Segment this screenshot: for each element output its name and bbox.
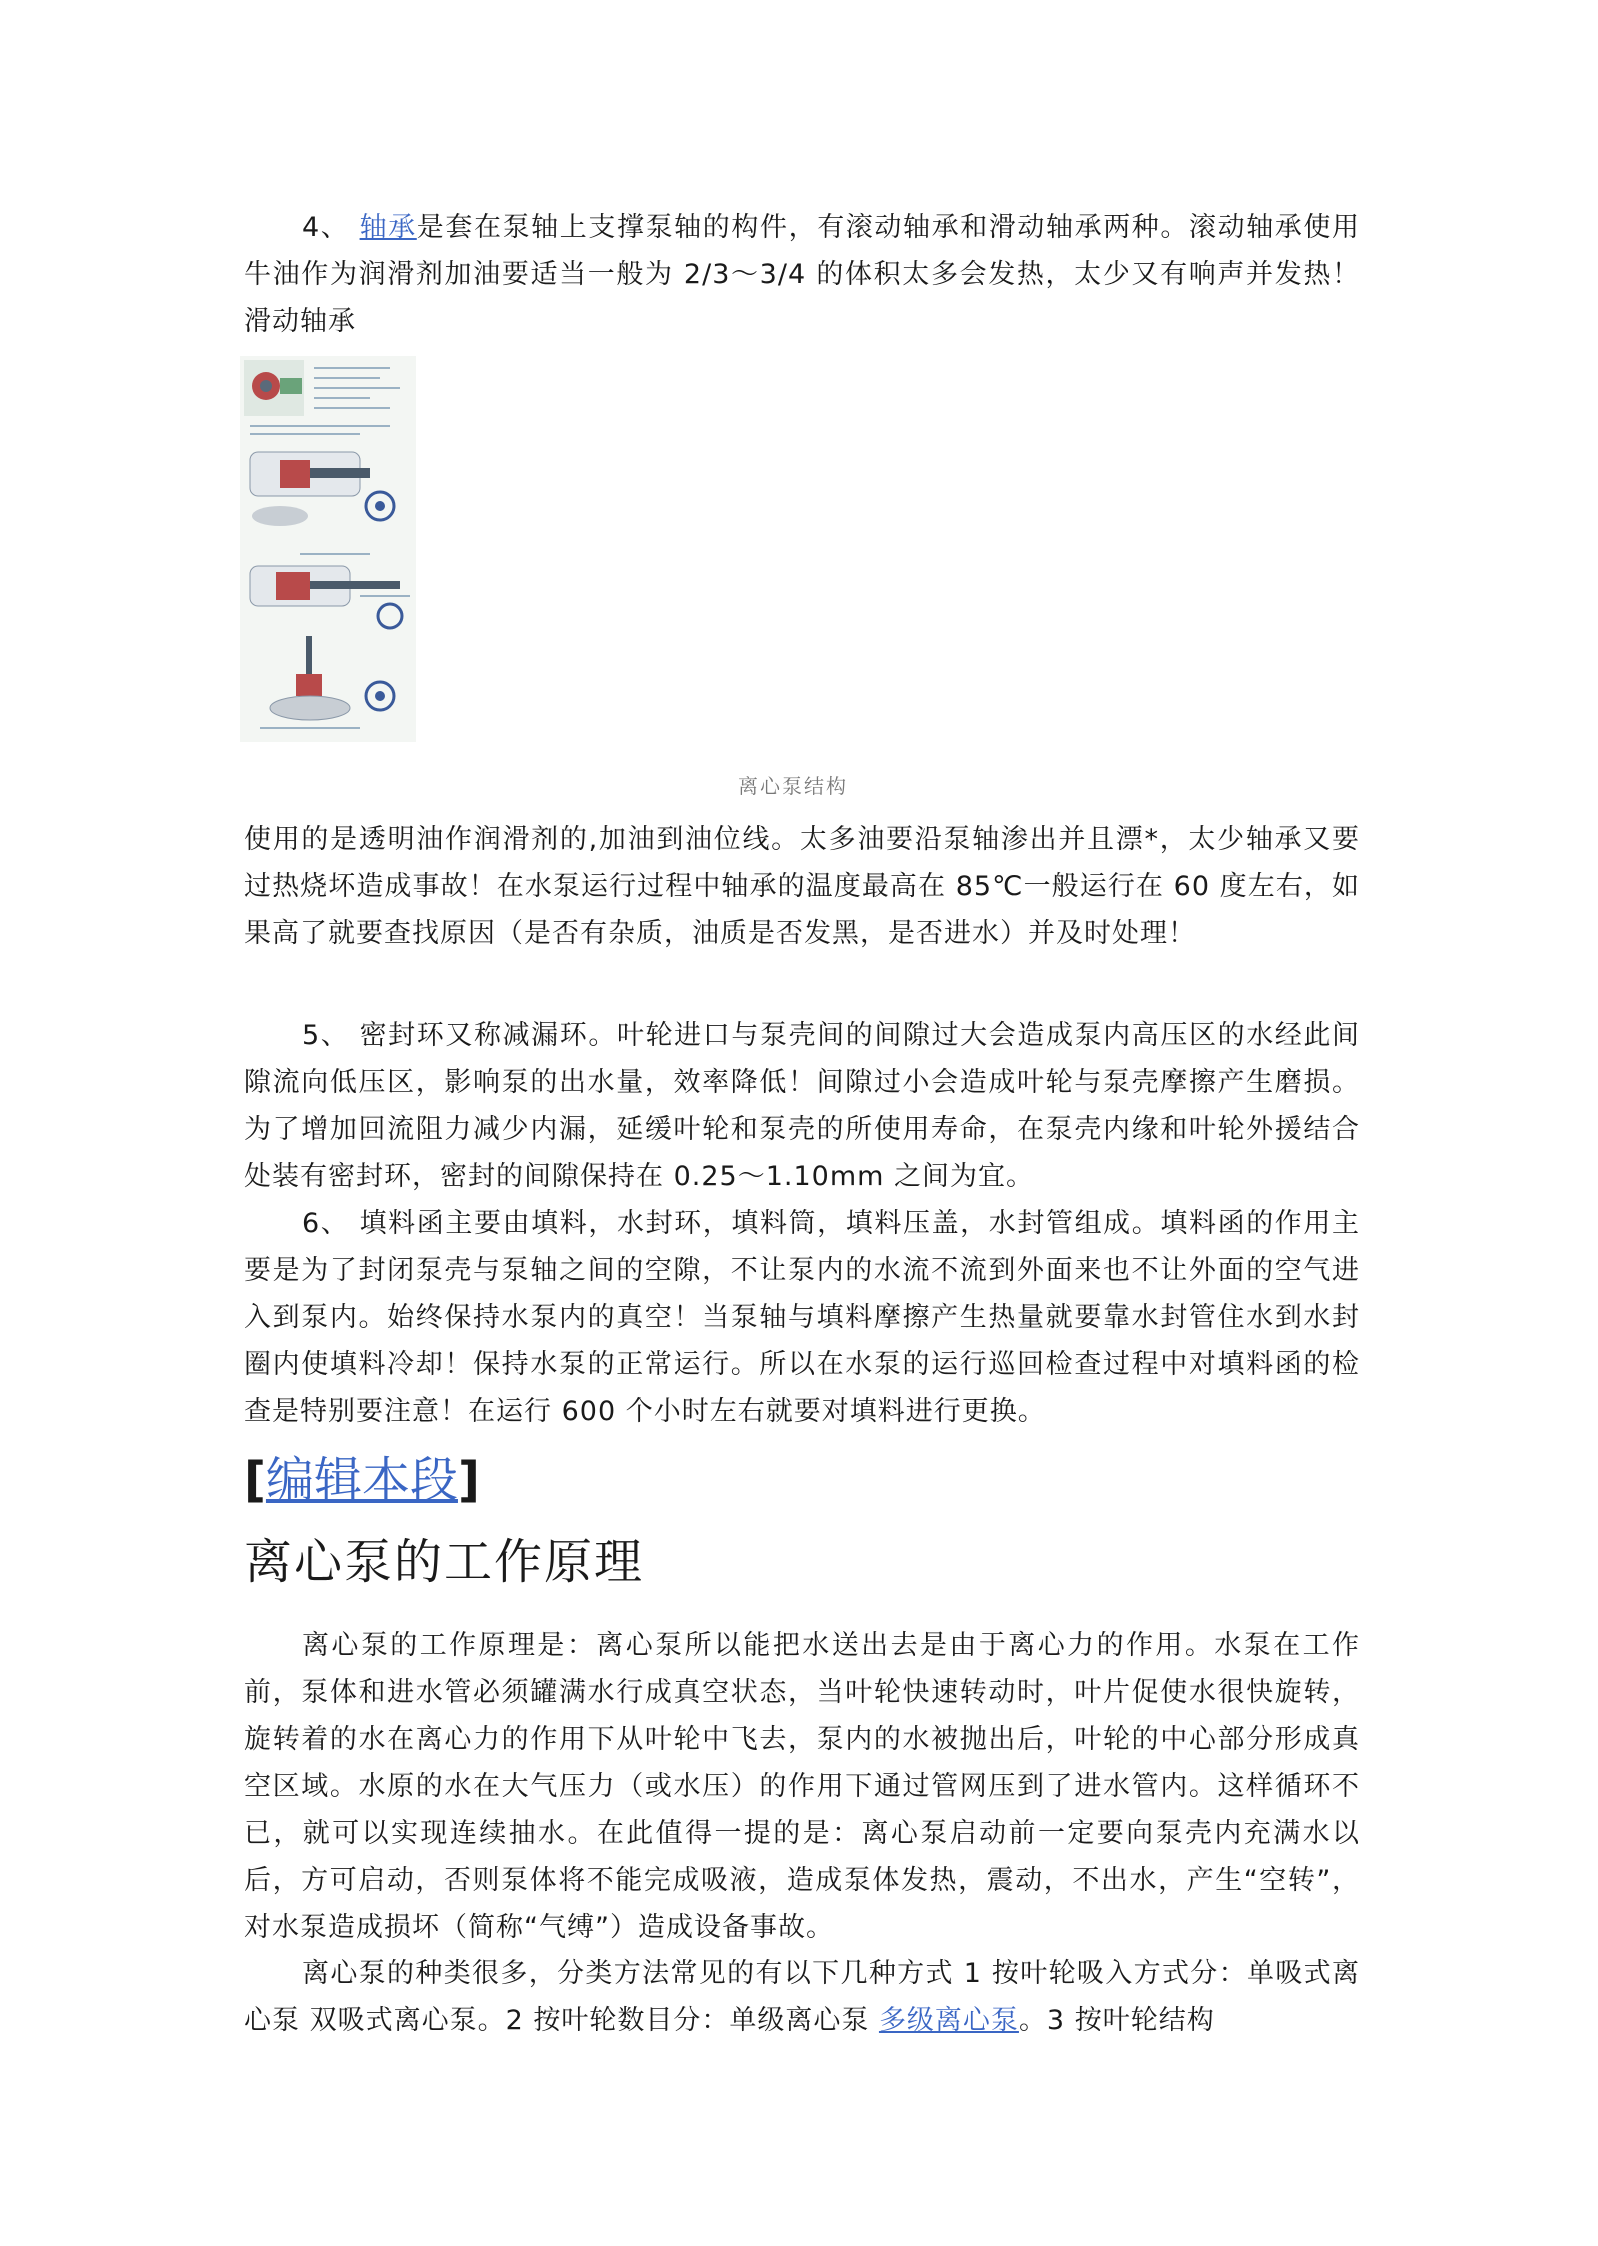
figure-caption: 离心泵结构	[738, 774, 848, 798]
section-heading: 离心泵的工作原理	[244, 1534, 645, 1590]
paragraph-bearing-continued: 使用的是透明油作润滑剂的,加油到油位线。太多油要沿泵轴渗出并且漂*，太少轴承又要过热烧坏造成事故！在水泵运行过程中轴承的温度最高在 85℃一般运行在 60 度左右，如果高了就要查找原因（是否有杂质，油质是否发黑，是否进水）并及时处理！	[244, 824, 1360, 949]
multistage-pump-link[interactable]: 多级离心泵	[878, 2005, 1019, 2036]
bearing-text: 是套在泵轴上支撑泵轴的构件，有滚动轴承和滑动轴承两种。滚动轴承使用牛油作为润滑剂加油要适当一般为 2/3～3/4 的体积太多会发热，太少又有响声并发热！滑动轴承	[244, 212, 1360, 337]
edit-open-bracket: [	[244, 1452, 266, 1508]
edit-close-bracket: ]	[457, 1452, 480, 1508]
paragraph-bearing	[244, 204, 1360, 345]
paragraph-stuffing-box: 6、 填料函主要由填料，水封环，填料筒，填料压盖，水封管组成。填料函的作用主要是为了封闭泵壳与泵轴之间的空隙，不让泵内的水流不流到外面来也不让外面的空气进入到泵内。始终保持水泵内的真空！当泵轴与填料摩擦产生热量就要靠水封管住水到水封圈内使填料冷却！保持水泵的正常运行。所以在水泵的运行巡回检查过程中对填料函的检查是特别要注意！在运行 600 个小时左右就要对填料进行更换。	[244, 1208, 1360, 1427]
bearing-link[interactable]: 轴承	[359, 212, 417, 243]
pump-structure-figure	[240, 356, 416, 742]
paragraph-seal-ring: 5、 密封环又称减漏环。叶轮进口与泵壳间的间隙过大会造成泵内高压区的水经此间隙流向低压区，影响泵的出水量，效率降低！间隙过小会造成叶轮与泵壳摩擦产生磨损。为了增加回流阻力减少内漏，延缓叶轮和泵壳的所使用寿命，在泵壳内缘和叶轮外援结合处装有密封环，密封的间隙保持在 0.25～1.10mm 之间为宜。	[244, 1020, 1360, 1192]
edit-section	[244, 1450, 480, 1510]
edit-section-link[interactable]: 编辑本段	[265, 1452, 458, 1508]
centrifugal-pump-structure-diagram-icon	[240, 356, 416, 742]
types-text-before: 离心泵的种类很多，分类方法常见的有以下几种方式 1 按叶轮吸入方式分：单吸式离心泵 双吸式离心泵。2 按叶轮数目分：单级离心泵	[244, 1958, 1360, 2036]
types-text-after: 。3 按叶轮结构	[1018, 2005, 1215, 2036]
section-number: 4、	[302, 212, 350, 243]
paragraph-working-principle: 离心泵的工作原理是：离心泵所以能把水送出去是由于离心力的作用。水泵在工作前，泵体和进水管必须罐满水行成真空状态，当叶轮快速转动时，叶片促使水很快旋转，旋转着的水在离心力的作用下从叶轮中飞去，泵内的水被抛出后，叶轮的中心部分形成真空区域。水原的水在大气压力（或水压）的作用下通过管网压到了进水管内。这样循环不已，就可以实现连续抽水。在此值得一提的是：离心泵启动前一定要向泵壳内充满水以后，方可启动，否则泵体将不能完成吸液，造成泵体发热，震动，不出水，产生“空转”，对水泵造成损坏（简称“气缚”）造成设备事故。	[244, 1630, 1360, 1943]
paragraph-pump-types	[244, 1950, 1360, 2044]
